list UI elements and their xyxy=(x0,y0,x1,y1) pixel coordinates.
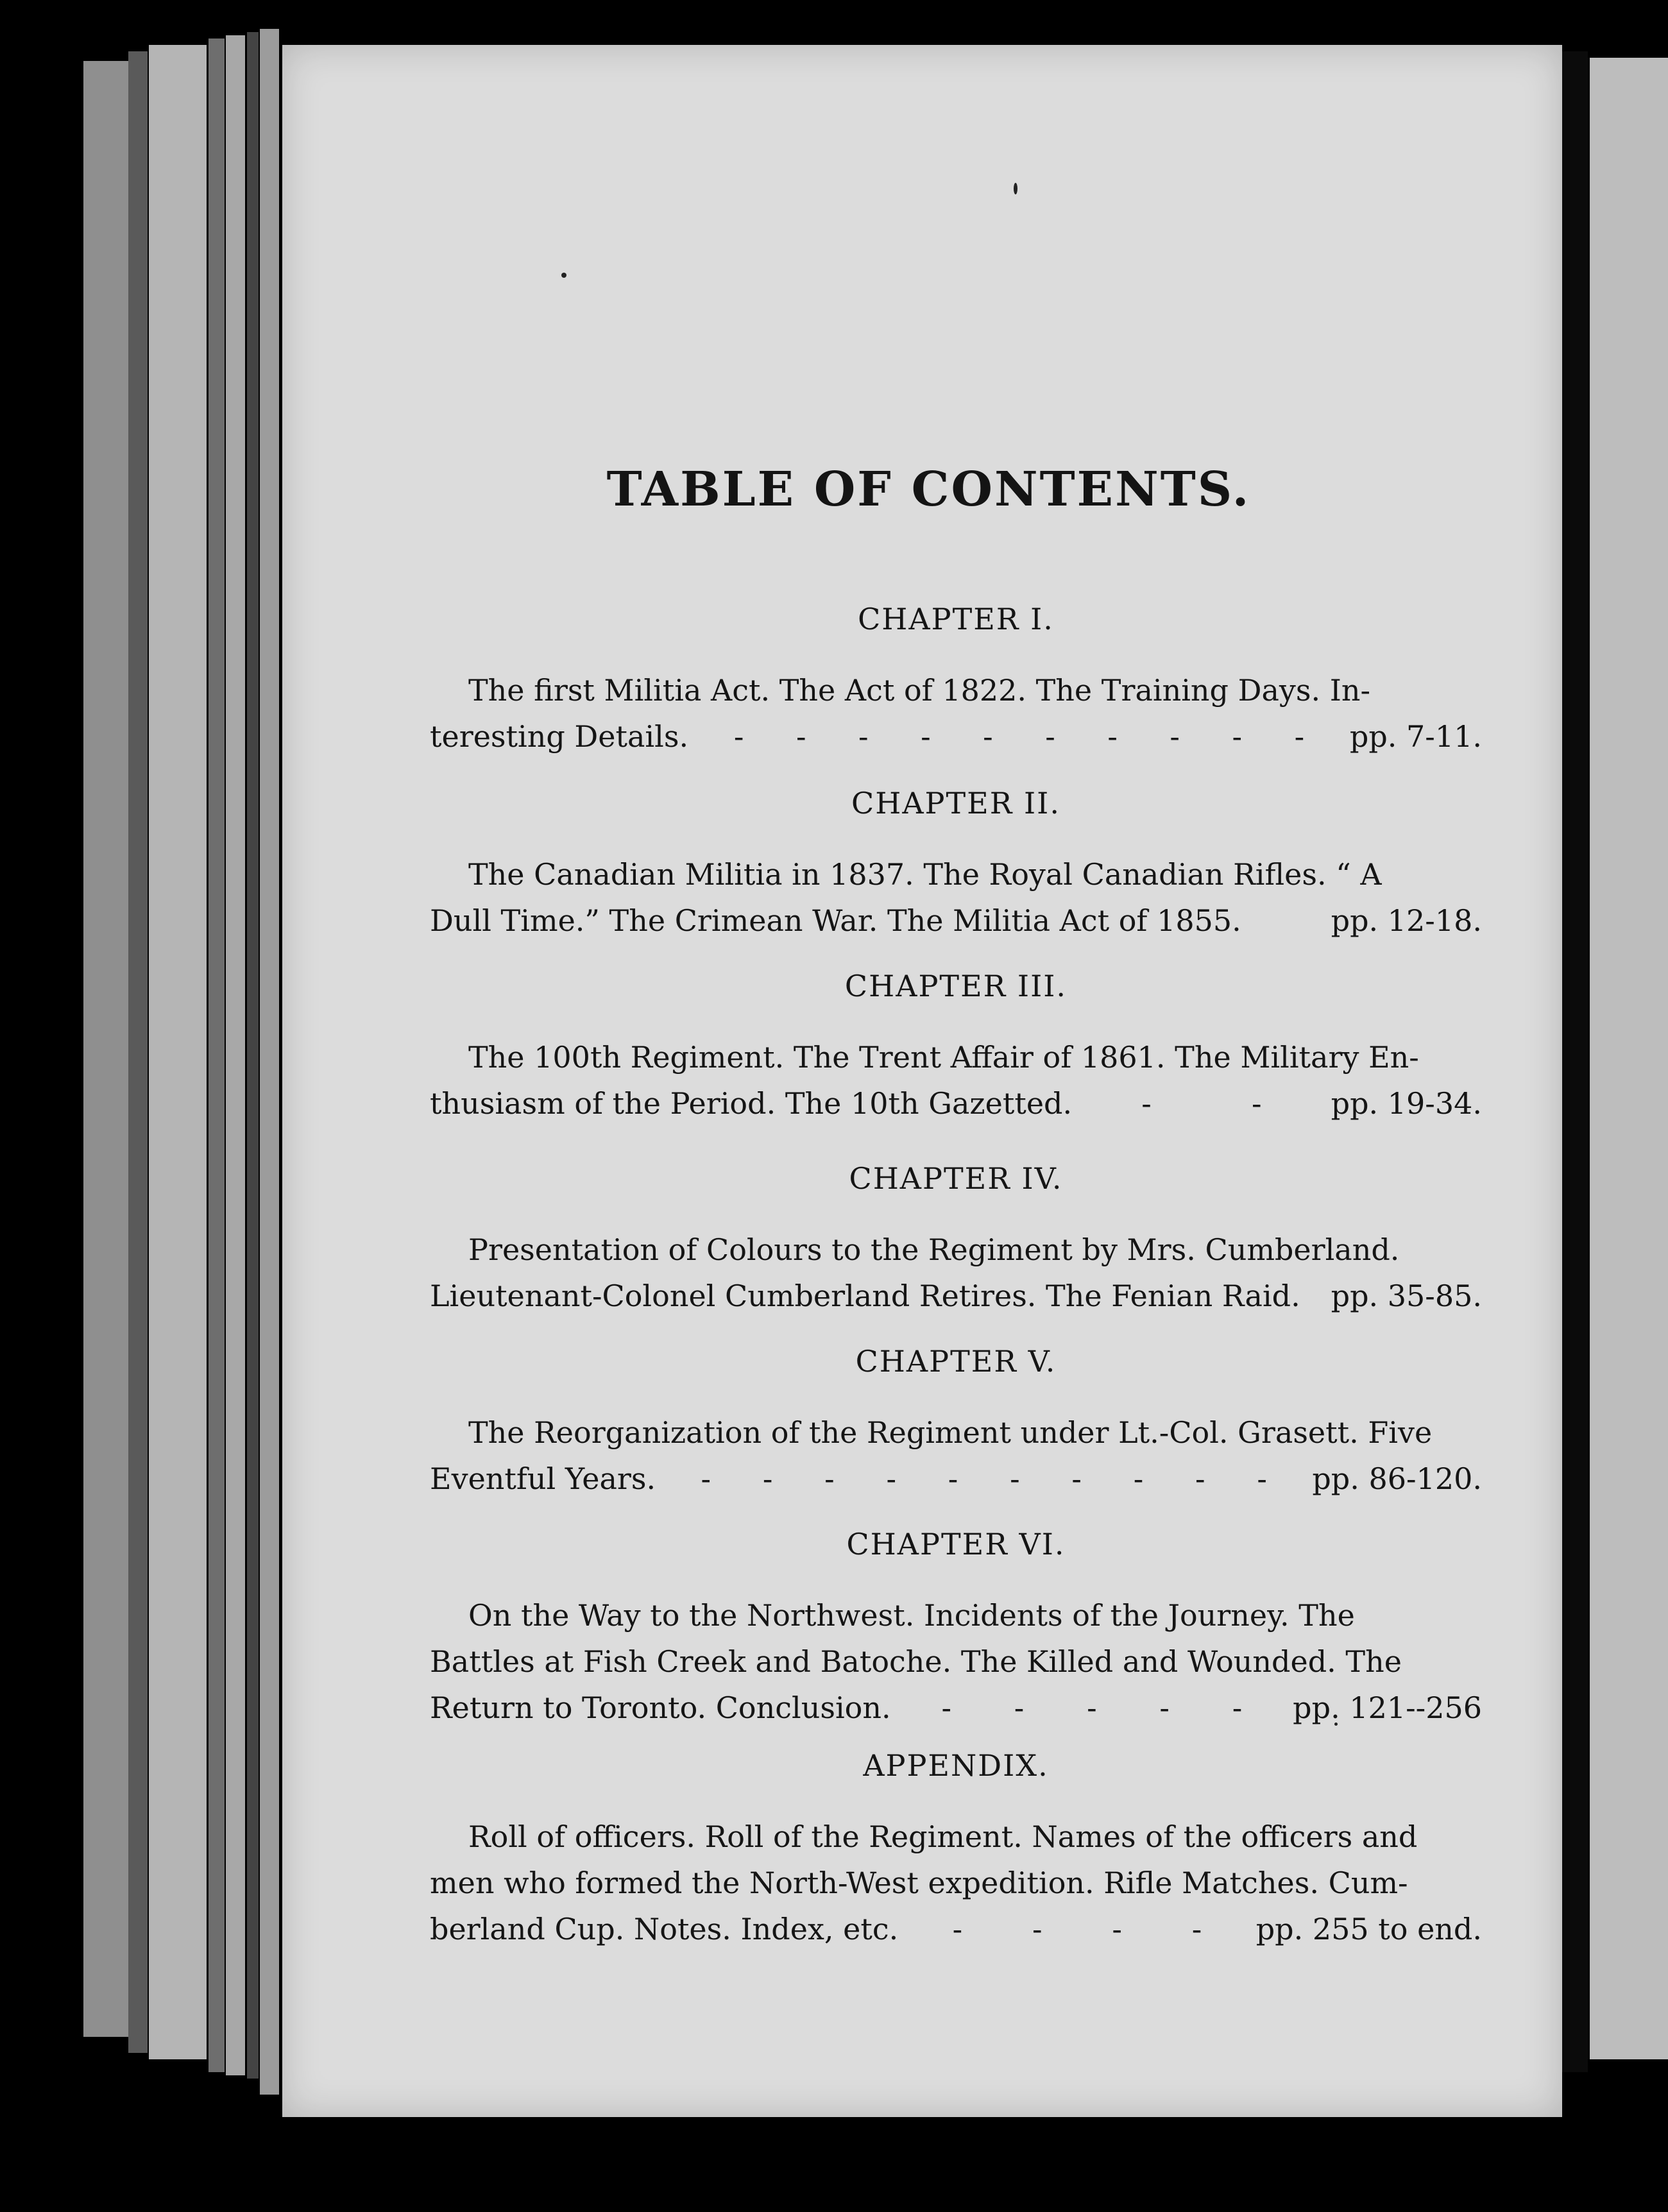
chapter-heading: CHAPTER III. xyxy=(844,969,1068,1003)
toc-line xyxy=(430,1906,1482,1952)
toc-section-chapter-6 xyxy=(430,1527,1482,1731)
page-range: pp. 12-18. xyxy=(1331,903,1482,938)
toc-section-chapter-5 xyxy=(430,1344,1482,1502)
leader-dash: - xyxy=(733,719,744,754)
chapter-heading: CHAPTER V. xyxy=(855,1344,1057,1379)
page-range: pp. 86-120. xyxy=(1312,1461,1482,1496)
dot-leaders xyxy=(898,1906,1255,1952)
page-range: pp. 35-85. xyxy=(1331,1279,1482,1313)
leader-dash: - xyxy=(762,1461,773,1496)
leader-dash: - xyxy=(796,719,806,754)
page-edge xyxy=(83,61,128,2037)
toc-line-text: men who formed the North-West expedition. Rifle Matches. Cum- xyxy=(430,1866,1408,1900)
leader-dash: - xyxy=(1170,719,1180,754)
leader-dash: - xyxy=(921,719,931,754)
book-page xyxy=(282,45,1562,2117)
dot-leaders xyxy=(656,1456,1312,1502)
toc-line-text: berland Cup. Notes. Index, etc. xyxy=(430,1912,899,1946)
leader-dash: - xyxy=(701,1461,711,1496)
toc-line-text: The 100th Regiment. The Trent Affair of 1861. The Military En- xyxy=(468,1040,1419,1075)
binding-shadow xyxy=(1562,51,1588,2072)
page-title xyxy=(282,462,1562,517)
toc-line-text: The Canadian Militia in 1837. The Royal Canadian Rifles. “ A xyxy=(468,857,1382,892)
chapter-heading: CHAPTER II. xyxy=(851,786,1060,821)
leader-dash: - xyxy=(824,1461,835,1496)
dot-leaders xyxy=(1072,1080,1331,1127)
page-edge xyxy=(247,32,259,2079)
toc-line-text: Battles at Fish Creek and Batoche. The Killed and Wounded. The xyxy=(430,1644,1402,1679)
toc-section-chapter-3 xyxy=(430,969,1482,1127)
leader-dash: - xyxy=(1010,1461,1020,1496)
page-edge xyxy=(260,29,279,2095)
toc-section-appendix xyxy=(430,1748,1482,1952)
page-title-text: TABLE OF CONTENTS. xyxy=(606,462,1251,517)
page-range: pp. 255 to end. xyxy=(1255,1912,1482,1946)
toc-line xyxy=(430,1409,1482,1456)
toc-line xyxy=(430,1685,1482,1731)
leader-dash: - xyxy=(1032,1912,1042,1946)
toc-line-text: On the Way to the Northwest. Incidents of the Journey. The xyxy=(468,1598,1355,1633)
leader-dash: - xyxy=(1071,1461,1082,1496)
leader-dash: - xyxy=(1191,1912,1202,1946)
toc-line xyxy=(430,1592,1482,1638)
toc-line-text: The Reorganization of the Regiment under Lt.-Col. Grasett. Five xyxy=(468,1415,1433,1450)
leader-dash: - xyxy=(858,719,869,754)
toc-line xyxy=(430,1456,1482,1502)
leader-dash: - xyxy=(1112,1912,1122,1946)
toc-line-text: Eventful Years. xyxy=(430,1461,656,1496)
toc-section-chapter-1 xyxy=(430,602,1482,760)
toc-line-text: Return to Toronto. Conclusion. xyxy=(430,1690,891,1725)
toc-line xyxy=(430,1227,1482,1273)
toc-section-chapter-4 xyxy=(430,1161,1482,1319)
page-edge xyxy=(149,45,207,2059)
chapter-heading: APPENDIX. xyxy=(863,1748,1049,1783)
dot-leaders xyxy=(688,713,1350,760)
leader-dash: - xyxy=(1232,1690,1243,1725)
page-edge xyxy=(128,51,148,2053)
page-edge xyxy=(226,35,245,2075)
leader-dash: - xyxy=(1014,1690,1025,1725)
leader-dash: - xyxy=(941,1690,952,1725)
toc-line-text: Presentation of Colours to the Regiment by Mrs. Cumberland. xyxy=(468,1232,1400,1267)
toc-line xyxy=(430,851,1482,898)
toc-section-chapter-2 xyxy=(430,786,1482,944)
toc-line xyxy=(430,898,1482,944)
toc-line-text: thusiasm of the Period. The 10th Gazetted. xyxy=(430,1086,1073,1121)
page-range: pp. 19-34. xyxy=(1331,1086,1482,1121)
page-range: pp. 121--256 xyxy=(1293,1690,1482,1725)
leader-dash: - xyxy=(1133,1461,1144,1496)
toc-line-text: The first Militia Act. The Act of 1822. The Training Days. In- xyxy=(468,673,1371,708)
next-page-edge xyxy=(1590,58,1668,2059)
speck xyxy=(561,273,566,278)
toc-line xyxy=(430,1638,1482,1685)
dot-leaders xyxy=(891,1685,1293,1731)
toc-line xyxy=(430,1860,1482,1906)
leader-dash: - xyxy=(1141,1086,1152,1121)
leader-dash: - xyxy=(1087,1690,1097,1725)
leader-dash: - xyxy=(1294,719,1305,754)
leader-dash: - xyxy=(1107,719,1118,754)
toc-line xyxy=(430,1814,1482,1860)
leader-dash: - xyxy=(983,719,993,754)
toc-line xyxy=(430,667,1482,713)
toc-line xyxy=(430,1273,1482,1319)
toc-line-text: Dull Time.” The Crimean War. The Militia Act of 1855. xyxy=(430,903,1241,938)
leader-dash: - xyxy=(1257,1461,1267,1496)
leader-dash: - xyxy=(1159,1690,1170,1725)
chapter-heading: CHAPTER I. xyxy=(858,602,1054,636)
page-edge xyxy=(208,38,225,2072)
chapter-heading: CHAPTER IV. xyxy=(849,1161,1063,1196)
leader-dash: - xyxy=(1045,719,1055,754)
leader-dash: - xyxy=(948,1461,958,1496)
speck xyxy=(1014,183,1017,194)
leader-dash: - xyxy=(952,1912,963,1946)
toc-line xyxy=(430,713,1482,760)
page-range: pp. 7-11. xyxy=(1349,719,1482,754)
toc-line-text: teresting Details. xyxy=(430,719,689,754)
chapter-heading: CHAPTER VI. xyxy=(846,1527,1066,1561)
leader-dash: - xyxy=(886,1461,896,1496)
leader-dash: - xyxy=(1195,1461,1205,1496)
toc-line xyxy=(430,1034,1482,1080)
toc-line-text: Lieutenant-Colonel Cumberland Retires. The Fenian Raid. xyxy=(430,1279,1300,1313)
leader-dash: - xyxy=(1251,1086,1262,1121)
leader-dash: - xyxy=(1232,719,1243,754)
toc-line xyxy=(430,1080,1482,1127)
toc-line-text: Roll of officers. Roll of the Regiment. Names of the officers and xyxy=(468,1819,1418,1854)
